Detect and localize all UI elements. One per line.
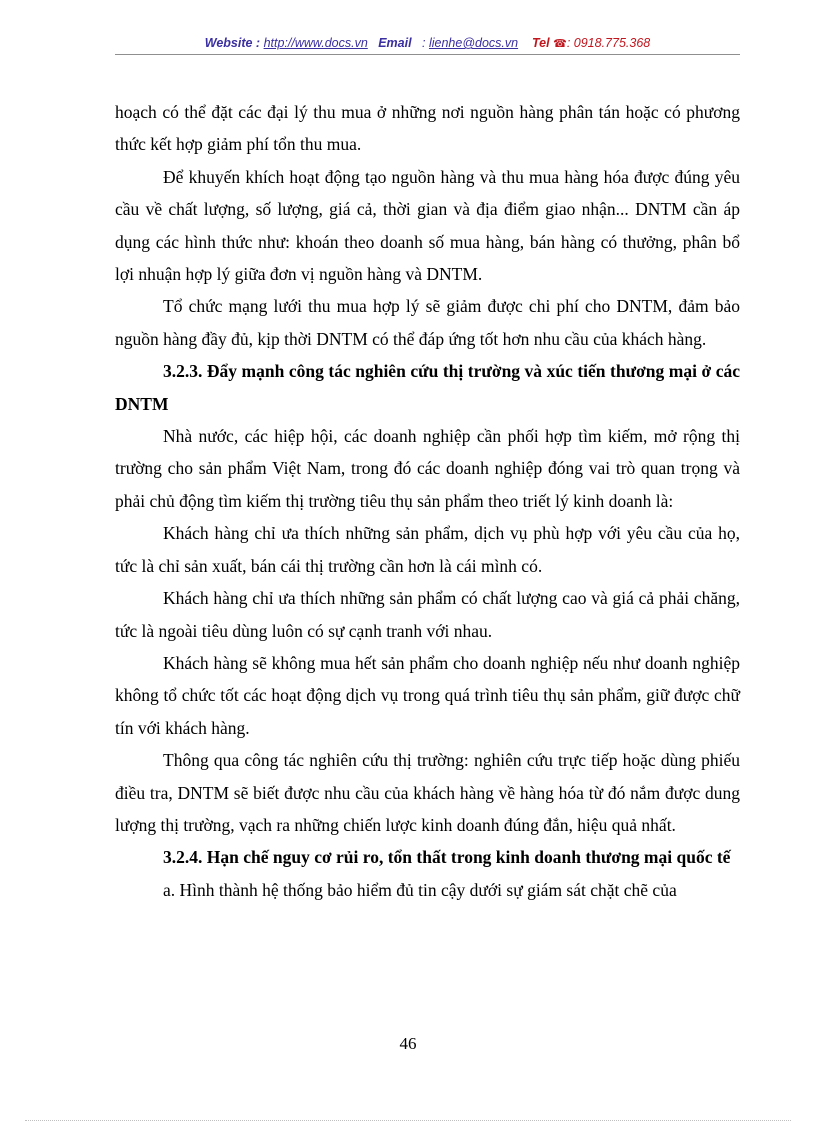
paragraph: Nhà nước, các hiệp hội, các doanh nghiệp cần phối hợp tìm kiếm, mở rộng thị trường cho sản phẩm Việt Nam, trong đó các doanh nghiệp đóng vai trò quan trọng và phải chủ động tìm kiếm thị trường tiêu thụ sản phẩm theo triết lý kinh doanh là: [115,426,740,511]
document-body [115,96,740,906]
paragraph: Khách hàng chỉ ưa thích những sản phẩm có chất lượng cao và giá cả phải chăng, tức là ngoài tiêu dùng luôn có sự cạnh tranh với nhau. [115,588,740,641]
website-label: Website : [204,36,261,50]
page-number: 46 [399,1034,417,1053]
tel-value: 0918.775.368 [573,36,651,50]
section-heading-3-2-4: 3.2.4. Hạn chế nguy cơ rủi ro, tổn thất trong kinh doanh thương mại quốc tế [163,847,731,868]
tel-separator: : [566,36,571,50]
paragraph: Thông qua công tác nghiên cứu thị trường: nghiên cứu trực tiếp hoặc dùng phiếu điều tra, DNTM sẽ biết được nhu cầu của khách hàng về hàng hóa từ đó nắm được dung lượng thị trường, vạch ra những chiến lược kinh doanh đúng đắn, hiệu quả nhất. [115,750,740,835]
page-header [115,36,740,50]
tel-label: Tel [532,36,550,50]
paragraph: Để khuyến khích hoạt động tạo nguồn hàng và thu mua hàng hóa được đúng yêu cầu về chất lượng, số lượng, giá cả, thời gian và địa điểm giao nhận... DNTM cần áp dụng các hình thức như: khoán theo doanh số mua hàng, bán hàng có thưởng, phân bổ lợi nhuận hợp lý giữa đơn vị nguồn hàng và DNTM. [115,166,740,285]
section-heading-3-2-3: 3.2.3. Đẩy mạnh công tác nghiên cứu thị trường và xúc tiến thương mại ở các DNTM [115,361,740,414]
paragraph: Khách hàng chỉ ưa thích những sản phẩm, dịch vụ phù hợp với yêu cầu của họ, tức là chỉ sản xuất, bán cái thị trường cần hơn là cái mình có. [115,523,740,576]
website-link[interactable]: http://www.docs.vn [263,36,368,50]
paragraph: a. Hình thành hệ thống bảo hiểm đủ tin cậy dưới sự giám sát chặt chẽ của [163,879,677,900]
email-link[interactable]: lienhe@docs.vn [428,36,519,50]
paragraph: hoạch có thể đặt các đại lý thu mua ở những nơi nguồn hàng phân tán hoặc có phương thức kết hợp giảm phí tổn thu mua. [115,102,740,155]
footer-divider [25,1120,791,1121]
email-label: Email [378,36,412,50]
telephone-icon: ☎ [553,38,567,50]
email-separator: : [422,36,426,50]
paragraph: Khách hàng sẽ không mua hết sản phẩm cho doanh nghiệp nếu như doanh nghiệp không tổ chức tốt các hoạt động dịch vụ trong quá trình tiêu thụ sản phẩm, giữ được chữ tín với khách hàng. [115,652,740,738]
header-divider [115,54,740,55]
paragraph: Tổ chức mạng lưới thu mua hợp lý sẽ giảm được chi phí cho DNTM, đảm bảo nguồn hàng đầy đủ, kịp thời DNTM có thể đáp ứng tốt hơn nhu cầu của khách hàng. [115,296,740,349]
